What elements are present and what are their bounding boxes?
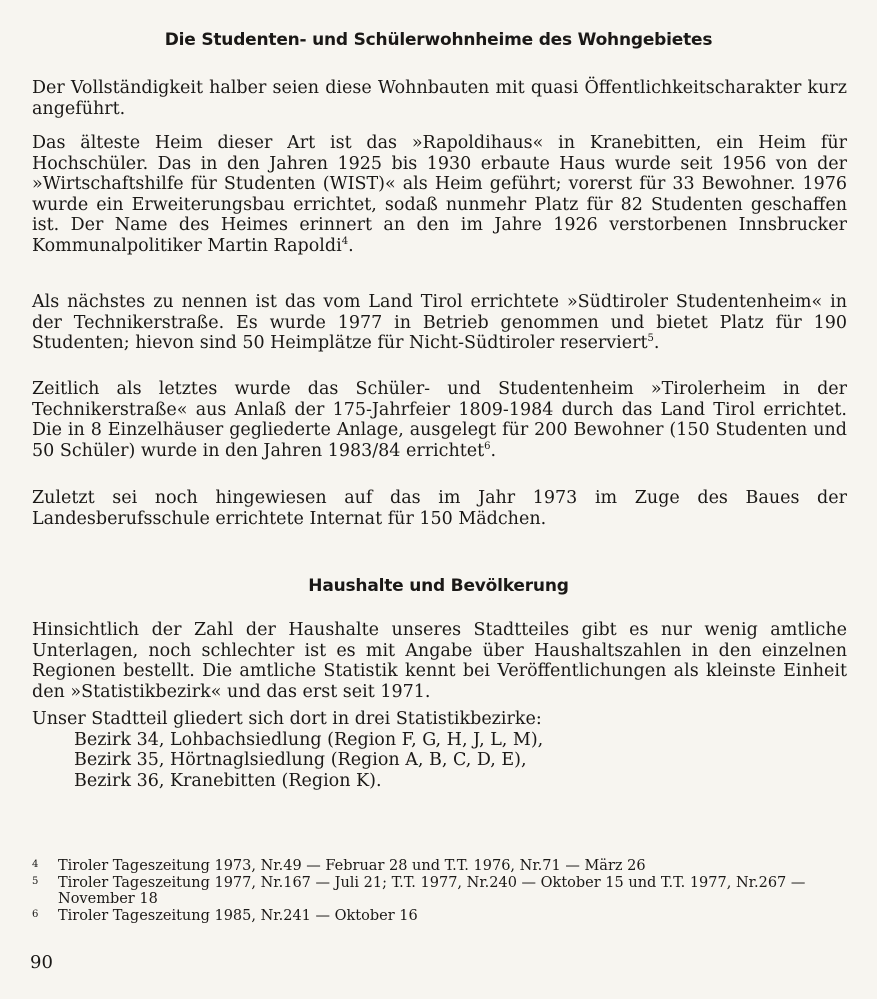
footnote-ref-5: 5 <box>647 333 654 345</box>
district-item: Bezirk 36, Kranebitten (Region K). <box>74 770 382 791</box>
footnote-text: Tiroler Tageszeitung 1985, Nr.241 — Oktober 16 <box>58 907 418 924</box>
footnote-number: 6 <box>32 908 39 920</box>
footnote-number: 5 <box>32 875 39 887</box>
section-heading-dormitories: Die Studenten- und Schülerwohnheime des Wohngebietes <box>164 30 713 50</box>
paragraph-suedtiroler-heim-text: Als nächstes zu nennen ist das vom Land Tirol errichtete »Südtiroler Studentenheim« in der Technikerstraße. Es wurde 1977 in Betrieb genommen und bietet Platz für 190 Studenten; hievon sind 50 Heimplätze für Nicht-Südtiroler reserviert <box>32 292 847 354</box>
paragraph-intro <box>32 78 847 119</box>
paragraph-districts <box>32 709 847 791</box>
paragraph-households <box>32 620 847 702</box>
paragraph-rapoldihaus: Das älteste Heim dieser Art ist das »Rapoldihaus« in Kranebitten, ein Heim für Hochschüler. Das in den Jahren 1925 bis 1930 erbaute Haus wurde seit 1956 von der »Wirtschaftshilfe für Studenten (WIST)« als Heim geführt; vorerst für 33 Bewohner. 1976 wurde ein Erweiterungsbau errichtet, sodaß nunmehr Platz für 82 Studenten geschaffen ist. Der Name des Heimes erinnert an den im Jahre 1926 verstorbenen Innsbrucker Kommunalpolitiker Martin Rapoldi$^4$. <box>32 133 847 256</box>
paragraph-suedtiroler-heim: Als nächstes zu nennen ist das vom Land Tirol errichtete »Südtiroler Studentenheim« in der Technikerstraße. Es wurde 1977 in Betrieb genommen und bietet Platz für 190 Studenten; hievon sind 50 Heimplätze für Nicht-Südtiroler reserviert$^5$. <box>32 292 847 354</box>
section-heading-households: Haushalte und Bevölkerung <box>308 576 569 596</box>
paragraph-internat <box>32 488 847 529</box>
district-item: Bezirk 34, Lohbachsiedlung (Region F, G, H, J, L, M), <box>74 729 544 750</box>
footnote-item <box>32 875 847 908</box>
footnote-text: Tiroler Tageszeitung 1977, Nr.167 — Juli 21; T.T. 1977, Nr.240 — Oktober 15 und T.T. 1977, Nr.267 — November 18 <box>58 874 806 907</box>
paragraph-tirolerheim: Zeitlich als letztes wurde das Schüler- und Studentenheim »Tirolerheim in der Technikerstraße« aus Anlaß der 175-Jahrfeier 1809-1984 durch das Land Tirol errichtet. Die in 8 Einzelhäuser gegliederte Anlage, ausgelegt für 200 Bewohner (150 Studenten und 50 Schüler) wurde in den Jahren 1983/84 errichtet$^6$. <box>32 379 847 461</box>
footnotes <box>32 858 847 924</box>
page-number: 90 <box>30 952 53 973</box>
districts-intro: Unser Stadtteil gliedert sich dort in drei Statistikbezirke: <box>32 709 542 729</box>
footnote-number: 4 <box>32 859 39 870</box>
paragraph-intro-text: Der Vollständigkeit halber seien diese Wohnbauten mit quasi Öffentlichkeitscharakter kurz angeführt. <box>32 78 847 119</box>
paragraph-internat-text: Zuletzt sei noch hingewiesen auf das im Jahr 1973 im Zuge des Baues der Landesberufsschule errichtete Internat für 150 Mädchen. <box>32 488 847 529</box>
footnote-item <box>32 908 847 925</box>
footnote-text: Tiroler Tageszeitung 1973, Nr.49 — Februar 28 und T.T. 1976, Nr.71 — März 26 <box>58 858 646 874</box>
paragraph-households-text: Hinsichtlich der Zahl der Haushalte unseres Stadtteiles gibt es nur wenig amtliche Unterlagen, noch schlechter ist es mit Angabe über Haushaltszahlen in den einzelnen Regionen bestellt. Die amtliche Statistik kennt bei Veröffentlichungen als kleinste Einheit den »Statistikbezirk« und das erst seit 1971. <box>32 620 847 702</box>
paragraph-tirolerheim-text: Zeitlich als letztes wurde das Schüler- und Studentenheim »Tirolerheim in der Technikerstraße« aus Anlaß der 175-Jahrfeier 1809-1984 durch das Land Tirol errichtet. Die in 8 Einzelhäuser gegliederte Anlage, ausgelegt für 200 Bewohner (150 Studenten und 50 Schüler) wurde in den Jahren 1983/84 errichtet <box>32 379 847 461</box>
footnote-ref-6: 6 <box>484 440 491 452</box>
footnote-ref-4: 4 <box>341 236 349 248</box>
district-item: Bezirk 35, Hörtnaglsiedlung (Region A, B, C, D, E), <box>74 750 527 771</box>
footnote-item <box>32 858 847 875</box>
paragraph-rapoldihaus-text: Das älteste Heim dieser Art ist das »Rapoldihaus« in Kranebitten, ein Heim für Hochschüler. Das in den Jahren 1925 bis 1930 erbaute Haus wurde seit 1956 von der »Wirtschaftshilfe für Studenten (WIST)« als Heim geführt; vorerst für 33 Bewohner. 1976 wurde ein Erweiterungsbau errichtet, sodaß nunmehr Platz für 82 Studenten geschaffen ist. Der Name des Heimes erinnert an den im Jahre 1926 verstorbenen Innsbrucker Kommunalpolitiker Martin Rapoldi <box>32 133 847 256</box>
